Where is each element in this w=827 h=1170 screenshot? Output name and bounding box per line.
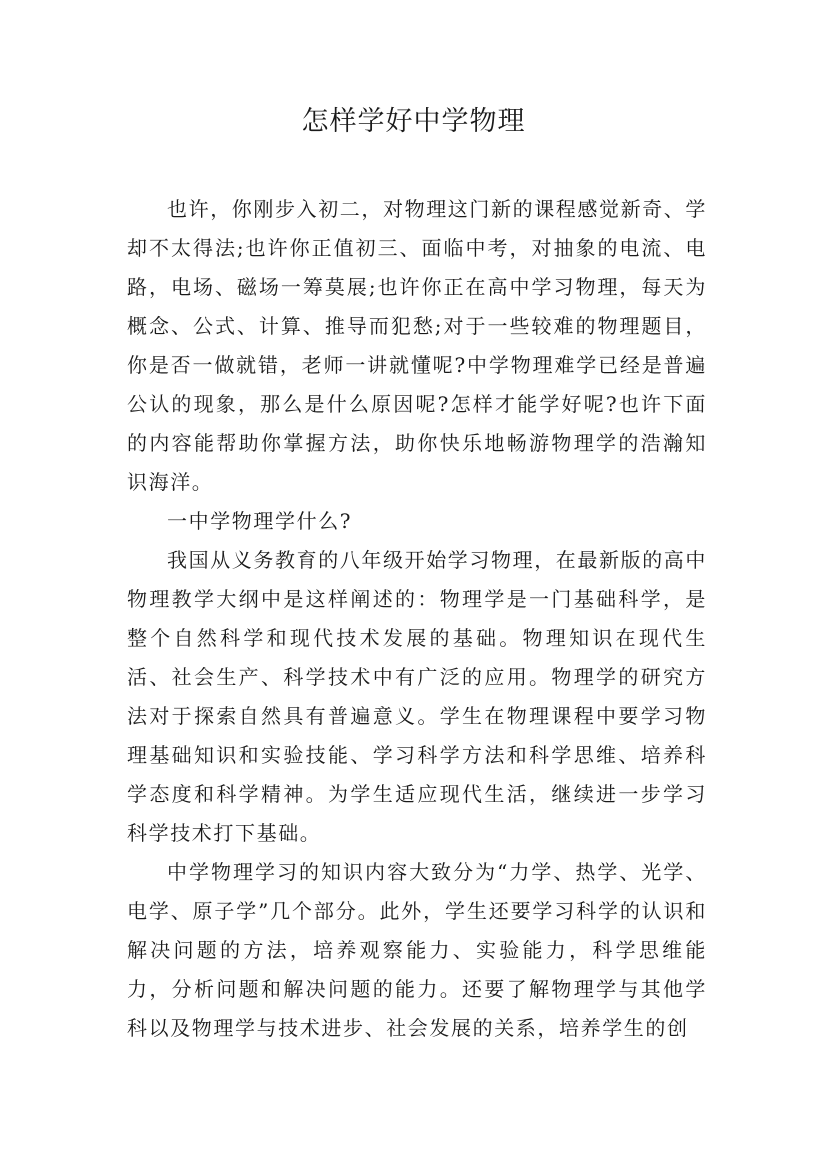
paragraph-definition: 我国从义务教育的八年级开始学习物理，在最新版的高中物理教学大纲中是这样阐述的：物理学是一门基础科学，是整个自然科学和现代技术发展的基础。物理知识在现代生活、社会生产、科学技术中有广泛的应用。物理学的研究方法对于探索自然具有普遍意义。学生在物理课程中要学习物理基础知识和实验技能、学习科学方法和科学思维、培养科学态度和科学精神。为学生适应现代生活，继续进一步学习科学技术打下基础。: [127, 548, 707, 845]
document-body: [127, 190, 707, 1048]
document-title: 怎样学好中学物理: [301, 106, 526, 137]
paragraph-content: 中学物理学习的知识内容大致分为“力学、热学、光学、电学、原子学”几个部分。此外，学生还要学习科学的认识和解决问题的方法，培养观察能力、实验能力，科学思维能力，分析问题和解决问题的能力。还要了解物理学与其他学科以及物理学与技术进步、社会发展的关系，培养学生的创: [127, 860, 707, 1040]
section-heading: 一中学物理学什么?: [167, 509, 353, 533]
intro-paragraph: 也许，你刚步入初二，对物理这门新的课程感觉新奇、学却不太得法;也许你正值初三、面临中考，对抽象的电流、电路，电场、磁场一筹莫展;也许你正在高中学习物理，每天为概念、公式、计算、推导而犯愁;对于一些较难的物理题目，你是否一做就错，老师一讲就懂呢?中学物理难学已经是普遍公认的现象，那么是什么原因呢?怎样才能学好呢?也许下面的内容能帮助你掌握方法，助你快乐地畅游物理学的浩瀚知识海洋。: [127, 197, 707, 494]
